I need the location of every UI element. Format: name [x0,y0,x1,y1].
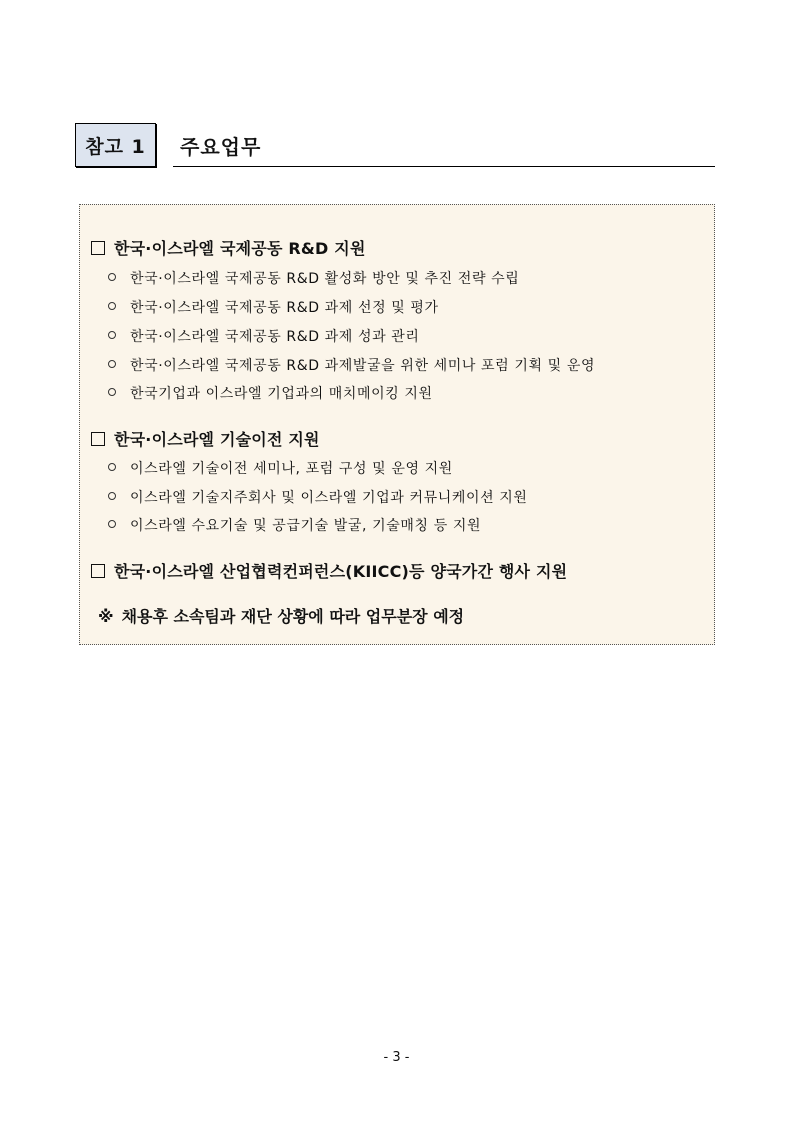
circle-bullet-icon [108,520,116,528]
square-bullet-icon [91,241,105,255]
reference-tag [75,123,156,167]
section-title: 한국·이스라엘 산업협력컨퍼런스(KIICC)등 양국가간 행사 지원 [114,562,568,581]
section-heading [91,427,320,450]
square-bullet-icon [91,564,105,578]
list-item: 이스라엘 기술지주회사 및 이스라엘 기업과 커뮤니케이션 지원 [108,487,528,507]
reference-mark-icon: ※ [98,607,114,626]
list-item: 이스라엘 수요기술 및 공급기술 발굴, 기술매칭 등 지원 [108,515,481,535]
circle-bullet-icon [108,360,116,368]
circle-bullet-icon [108,492,116,500]
note-text: 채용후 소속팀과 재단 상황에 따라 업무분장 예정 [121,607,465,626]
list-item: 한국·이스라엘 국제공동 R&D 활성화 방안 및 추진 전략 수립 [108,268,519,288]
circle-bullet-icon [108,463,116,471]
circle-bullet-icon [108,331,116,339]
note [98,604,464,627]
list-item: 한국·이스라엘 국제공동 R&D 과제발굴을 위한 세미나 포럼 기획 및 운영 [108,355,595,375]
section-title: 한국·이스라엘 국제공동 R&D 지원 [114,239,366,258]
circle-bullet-icon [108,388,116,396]
list-item: 한국기업과 이스라엘 기업과의 매치메이킹 지원 [108,383,433,403]
section-title: 한국·이스라엘 기술이전 지원 [114,430,320,449]
section-heading [91,236,366,259]
circle-bullet-icon [108,302,116,310]
reference-tag-label: 참고 1 [85,135,146,158]
page-number: - 3 - [383,1050,410,1065]
list-item: 이스라엘 기술이전 세미나, 포럼 구성 및 운영 지원 [108,458,453,478]
list-item: 한국·이스라엘 국제공동 R&D 과제 선정 및 평가 [108,297,439,317]
list-item: 한국·이스라엘 국제공동 R&D 과제 성과 관리 [108,326,420,346]
title-underline [173,166,715,167]
square-bullet-icon [91,432,105,446]
page-title: 주요업무 [180,135,262,159]
duties-box [79,204,715,645]
circle-bullet-icon [108,273,116,281]
section-heading [91,559,567,582]
